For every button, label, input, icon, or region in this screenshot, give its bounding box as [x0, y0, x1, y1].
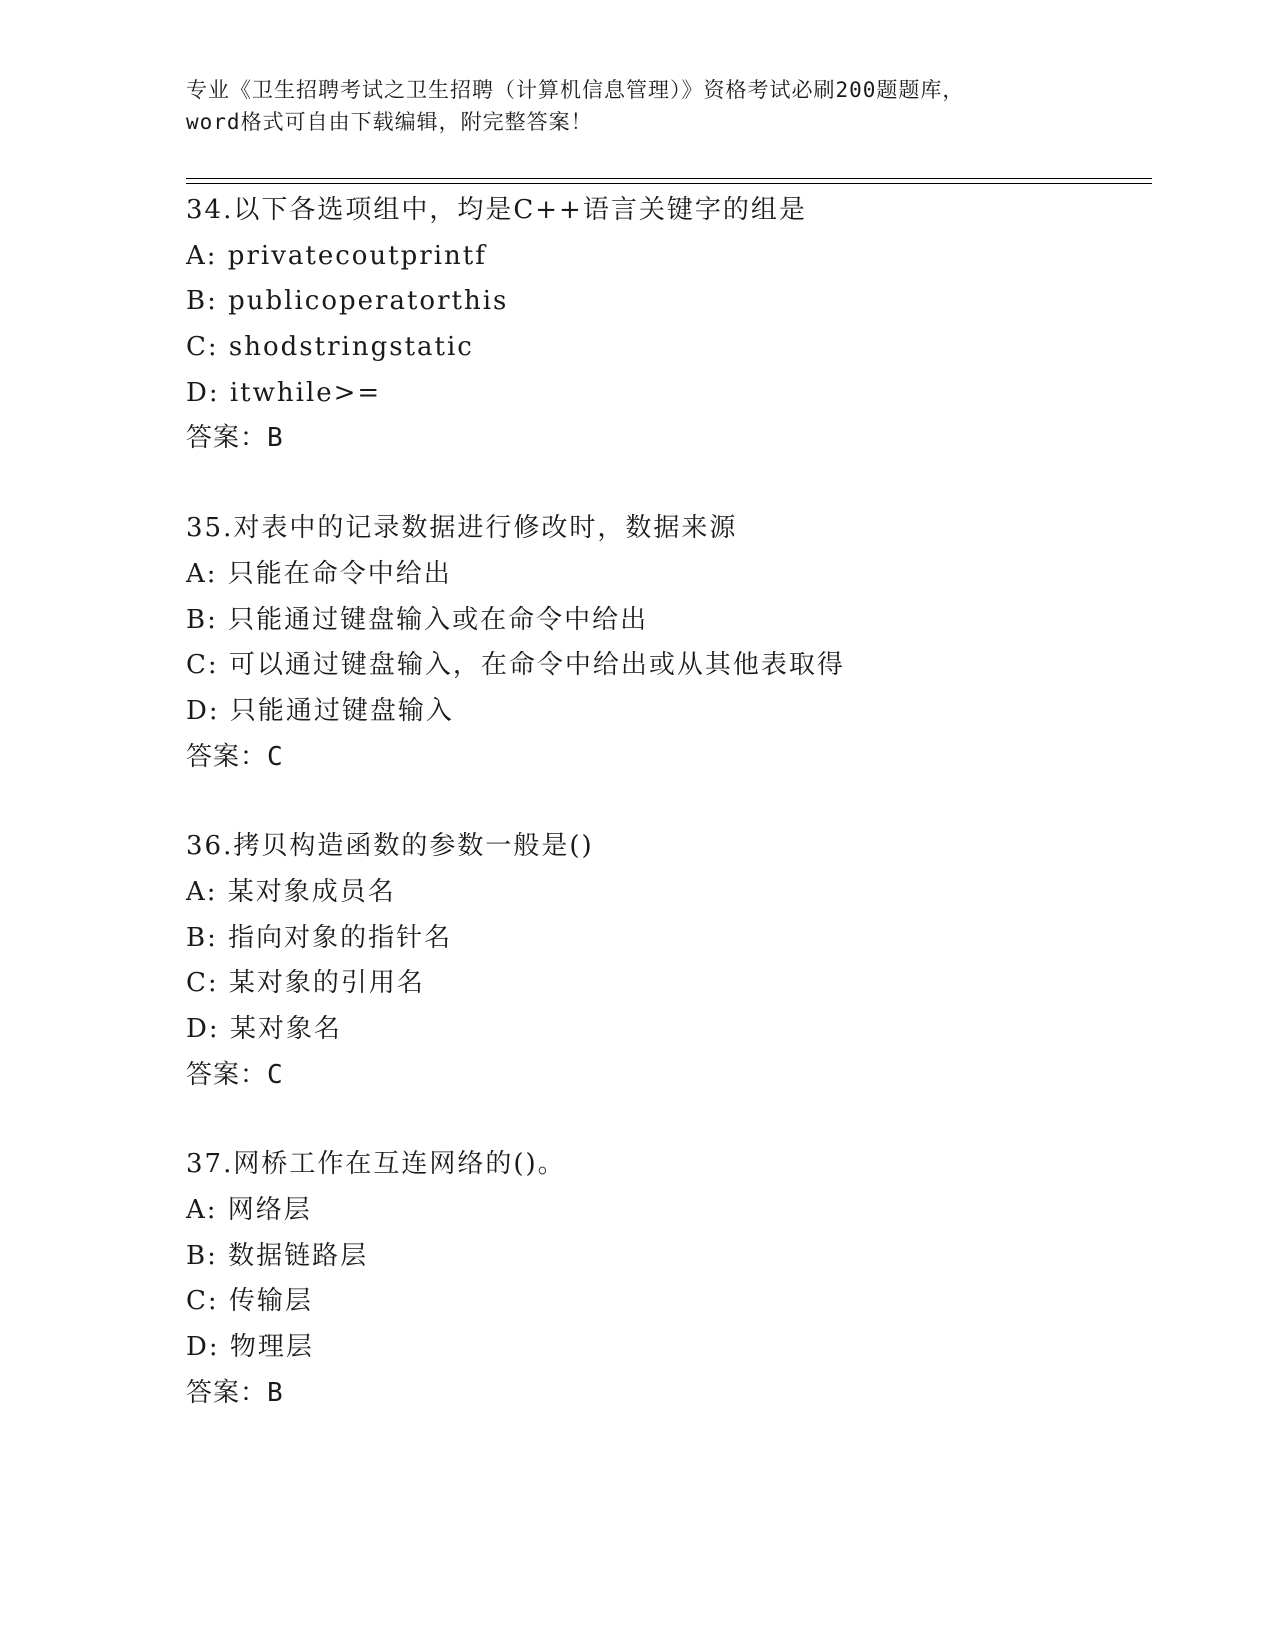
option-c: C: 某对象的引用名 [186, 968, 425, 999]
answer-key: 答案：B [186, 423, 284, 454]
option-a: A: 某对象成员名 [186, 876, 396, 907]
option-c: C: 传输层 [186, 1286, 313, 1317]
option-b: B: 只能通过键盘输入或在命令中给出 [186, 604, 649, 635]
header-line-2: word格式可自由下载编辑，附完整答案！ [186, 110, 593, 134]
option-b: B: publicoperatorthis [186, 286, 509, 317]
question-block [186, 506, 1152, 780]
option-a: A: 网络层 [186, 1195, 312, 1226]
question-block [186, 188, 1152, 462]
question-stem: 34.以下各选项组中，均是C++语言关键字的组是 [186, 195, 807, 225]
option-d: D: itwhile>= [186, 377, 382, 408]
option-b: B: 数据链路层 [186, 1240, 369, 1271]
question-stem: 37.网桥工作在互连网络的()。 [186, 1149, 566, 1180]
header-line-1: 专业《卫生招聘考试之卫生招聘（计算机信息管理）》资格考试必刷200题题库， [186, 78, 965, 102]
option-d: D: 只能通过键盘输入 [186, 695, 454, 726]
option-d: D: 物理层 [186, 1332, 314, 1363]
document-header [186, 74, 1086, 138]
question-block [186, 1142, 1152, 1416]
option-c: C: 可以通过键盘输入，在命令中给出或从其他表取得 [186, 650, 845, 681]
answer-key: 答案：B [186, 1377, 284, 1408]
question-stem: 36.拷贝构造函数的参数一般是() [186, 831, 594, 862]
header-divider-bottom [186, 183, 1152, 184]
answer-key: 答案：C [186, 741, 284, 772]
option-c: C: shodstringstatic [186, 332, 474, 363]
question-stem: 35.对表中的记录数据进行修改时，数据来源 [186, 513, 738, 544]
question-block [186, 824, 1152, 1098]
option-d: D: 某对象名 [186, 1014, 342, 1044]
answer-key: 答案：C [186, 1059, 284, 1090]
option-a: A: 只能在命令中给出 [186, 558, 452, 589]
option-b: B: 指向对象的指针名 [186, 922, 453, 953]
question-list [186, 188, 1152, 1461]
option-a: A: privatecoutprintf [186, 240, 487, 271]
header-divider-top [186, 178, 1152, 179]
